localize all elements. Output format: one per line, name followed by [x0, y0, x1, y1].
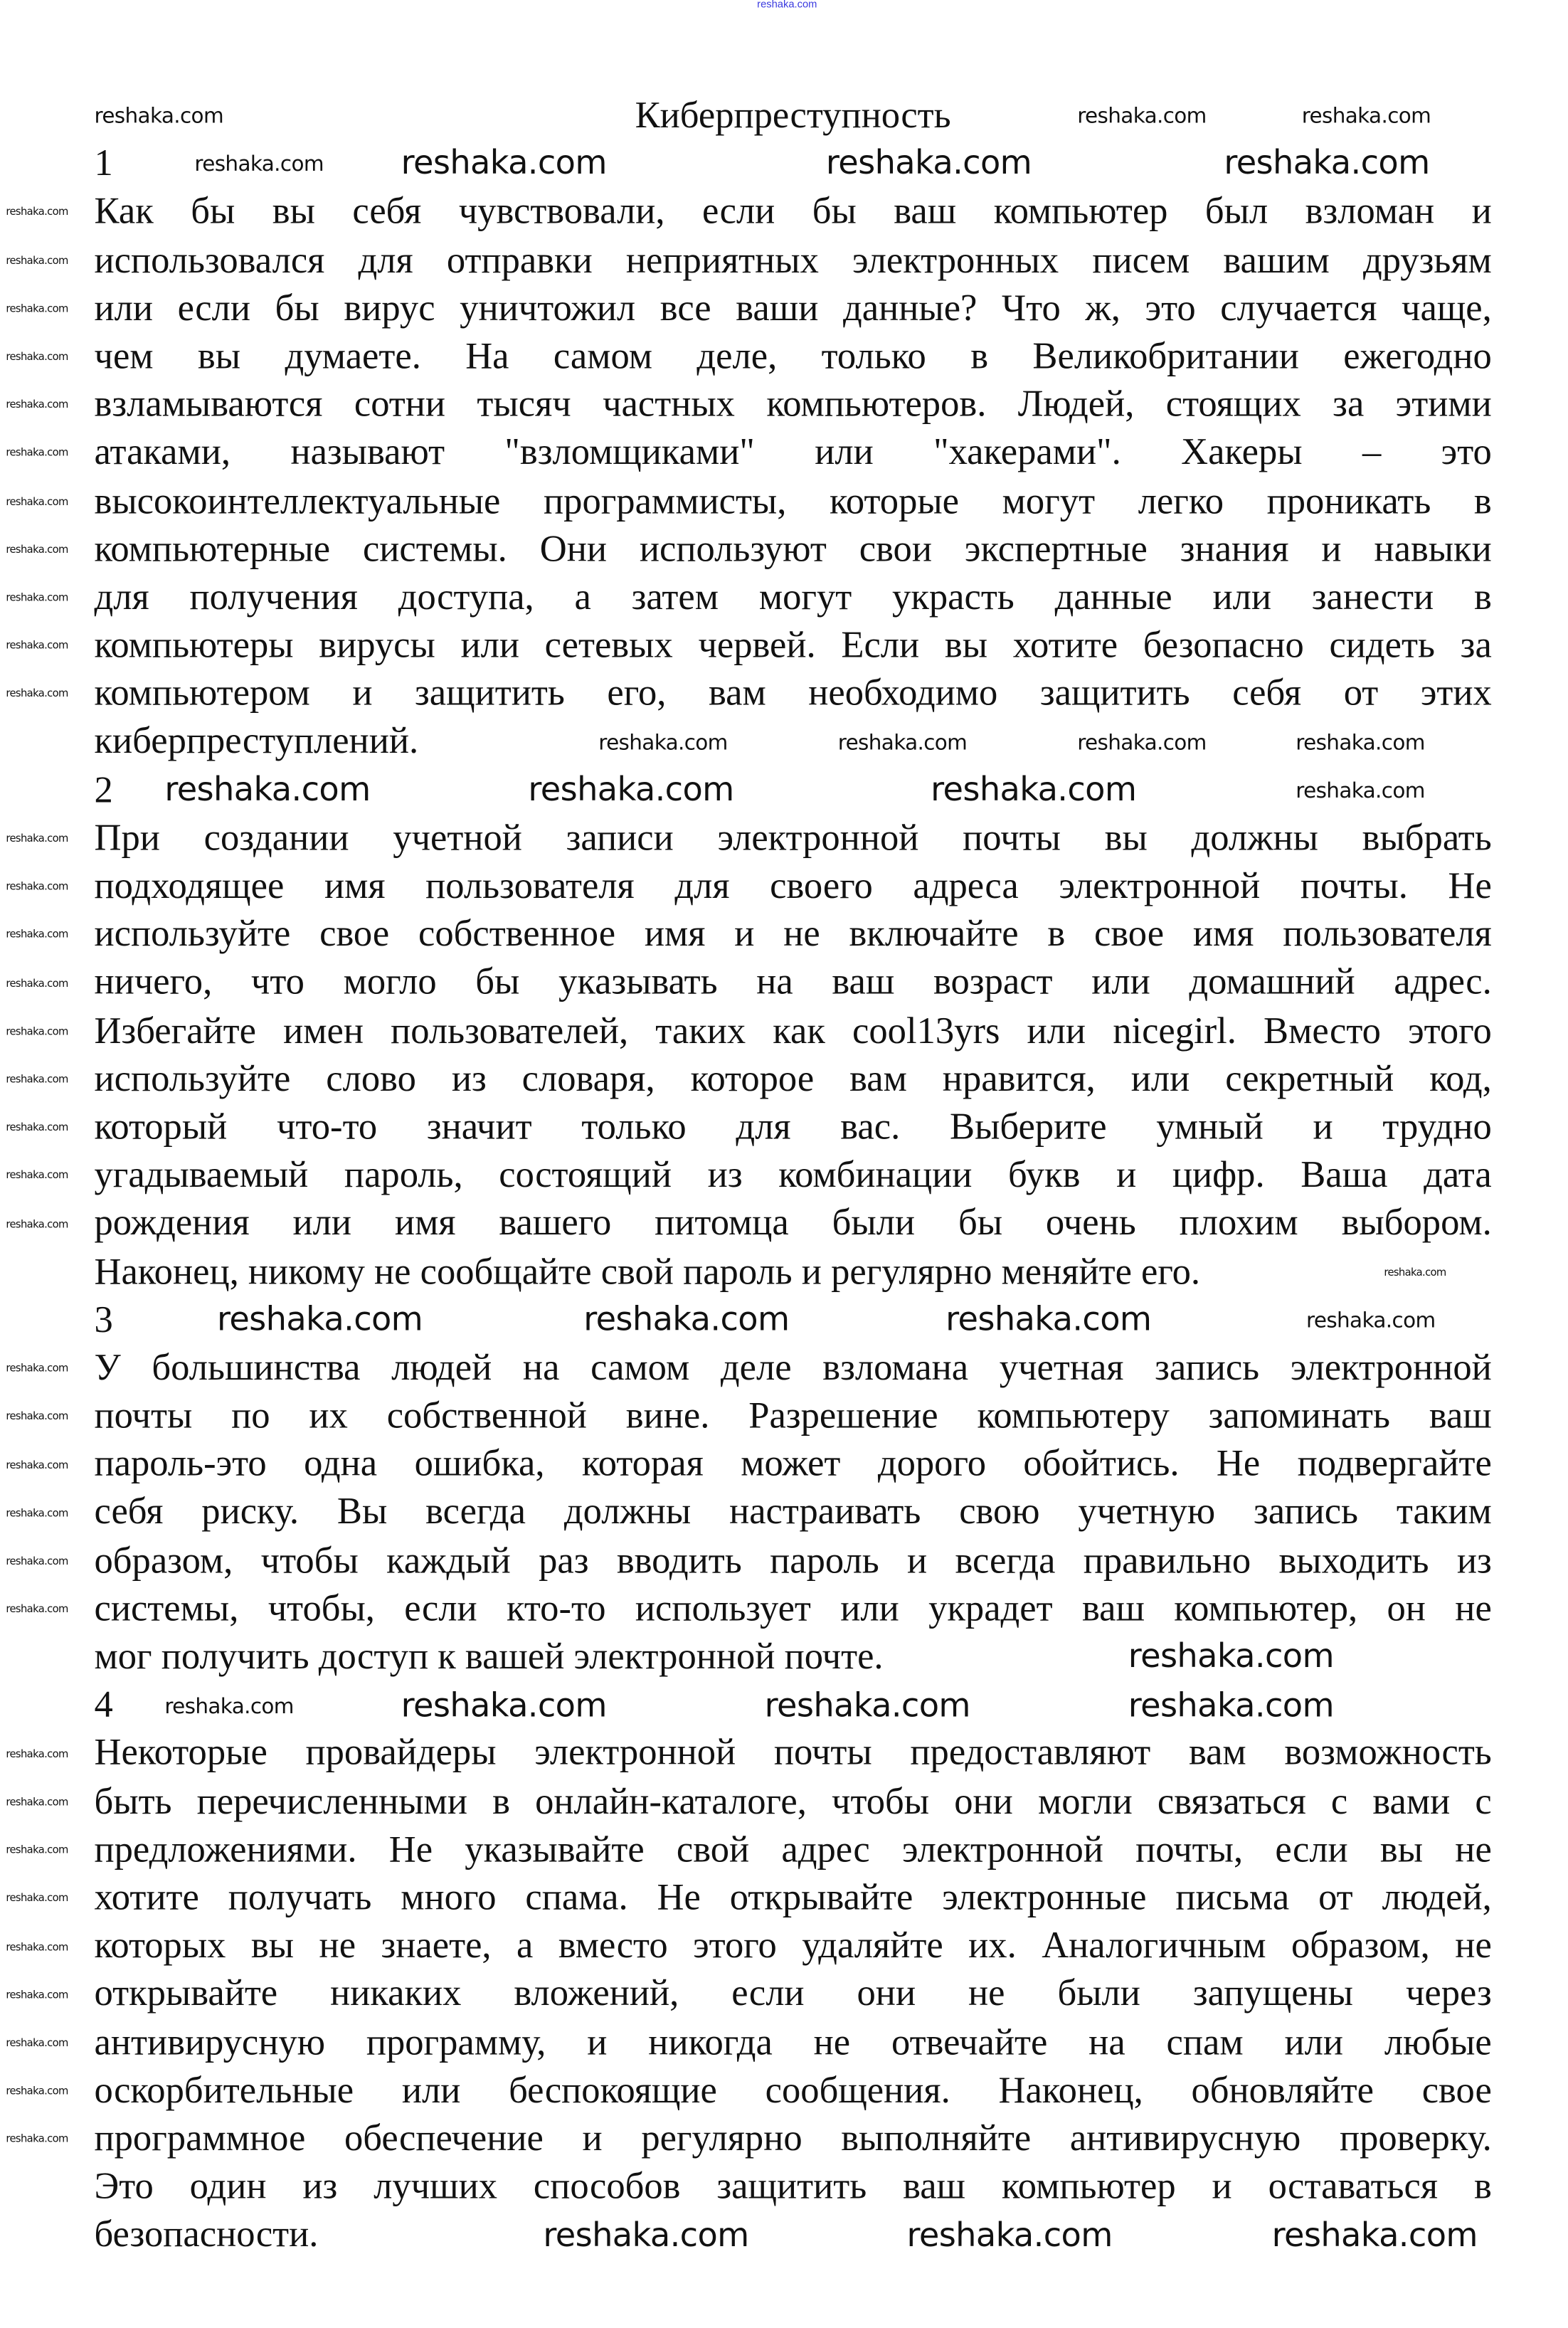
watermark: reshaka.com: [583, 1301, 790, 1340]
paragraph-line: высокоинтеллектуальные программисты, которые могут легко проникать в: [94, 481, 1492, 522]
watermark: reshaka.com: [6, 1989, 68, 2001]
section-number: 4: [94, 1685, 113, 1726]
paragraph-line: безопасности.: [94, 2215, 319, 2255]
paragraph-line: ничего, что могло бы указывать на ваш возраст или домашний адрес.: [94, 963, 1492, 1003]
watermark: reshaka.com: [6, 544, 68, 556]
watermark: reshaka.com: [6, 1507, 68, 1520]
paragraph-line: использовался для отправки неприятных электронных писем вашим друзьям: [94, 240, 1492, 281]
section-number: 2: [94, 770, 113, 811]
paragraph-line: почты по их собственной вине. Разрешение компьютеру запоминать ваш: [94, 1396, 1492, 1437]
watermark: reshaka.com: [6, 977, 68, 990]
watermark: reshaka.com: [401, 145, 607, 183]
watermark: reshaka.com: [216, 1301, 423, 1340]
watermark: reshaka.com: [6, 688, 68, 701]
paragraph-line: подходящее имя пользователя для своего адреса электронной почты. Не: [94, 866, 1492, 907]
paragraph-line: для получения доступа, а затем могут украсть данные или занести в: [94, 577, 1492, 618]
watermark: reshaka.com: [598, 731, 728, 756]
watermark: reshaka.com: [1296, 779, 1425, 803]
paragraph-line: предложениями. Не указывайте свой адрес электронной почты, если вы не: [94, 1829, 1492, 1871]
paragraph-line: или если бы вирус уничтожил все ваши данные? Что ж, это случается чаще,: [94, 288, 1492, 329]
paragraph-line: Как бы вы себя чувствовали, если бы ваш компьютер был взломан и: [94, 191, 1492, 233]
watermark: reshaka.com: [528, 771, 734, 810]
watermark: reshaka.com: [931, 771, 1137, 810]
paragraph-line: При создании учетной записи электронной почты вы должны выбрать: [94, 818, 1492, 859]
document-title: Киберпреступность: [635, 95, 951, 137]
section-3: [94, 1297, 1491, 1683]
watermark: reshaka.com: [1301, 105, 1431, 129]
section-2: [94, 767, 1491, 1297]
watermark: reshaka.com: [1077, 105, 1207, 129]
watermark: reshaka.com: [164, 771, 371, 810]
watermark: reshaka.com: [6, 1025, 68, 1038]
watermark: reshaka.com: [6, 1940, 68, 1953]
paragraph-line: Некоторые провайдеры электронной почты предоставляют вам возможность: [94, 1733, 1492, 1774]
watermark: reshaka.com: [6, 1218, 68, 1230]
watermark: reshaka.com: [6, 1844, 68, 1857]
paragraph-line: оскорбительные или беспокоящие сообщения. Наконец, обновляйте свое: [94, 2070, 1492, 2111]
watermark: reshaka.com: [6, 1603, 68, 1616]
watermark: reshaka.com: [6, 2133, 68, 2146]
watermark: reshaka.com: [6, 206, 68, 218]
paragraph-line: пароль-это одна ошибка, которая может дорого обойтись. Не подвергайте: [94, 1444, 1492, 1485]
watermark: reshaka.com: [6, 640, 68, 652]
watermark: reshaka.com: [6, 1748, 68, 1760]
paragraph-line: мог получить доступ к вашей электронной почте.: [94, 1636, 884, 1678]
watermark: reshaka.com: [6, 881, 68, 893]
paragraph-line: компьютеры вирусы или сетевых червей. Если вы хотите безопасно сидеть за: [94, 625, 1492, 667]
watermark: reshaka.com: [6, 447, 68, 460]
document-body: [94, 92, 1491, 2260]
watermark: reshaka.com: [6, 1170, 68, 1182]
watermark: reshaka.com: [6, 351, 68, 364]
watermark: reshaka.com: [945, 1301, 1152, 1340]
watermark: reshaka.com: [764, 1687, 970, 1725]
watermark: reshaka.com: [6, 591, 68, 604]
watermark: reshaka.com: [6, 398, 68, 411]
paragraph-line: чем вы думаете. На самом деле, только в Великобритании ежегодно: [94, 337, 1492, 377]
paragraph-line: взламываются сотни тысяч частных компьютеров. Людей, стоящих за этими: [94, 384, 1492, 425]
paragraph-line: используйте слово из словаря, которое вам нравится, или секретный код,: [94, 1059, 1492, 1100]
watermark: reshaka.com: [1306, 1309, 1436, 1333]
watermark: reshaka.com: [6, 2085, 68, 2097]
paragraph-line: хотите получать много спама. Не открывайте электронные письма от людей,: [94, 1878, 1492, 1919]
watermark: reshaka.com: [906, 2217, 1113, 2255]
paragraph-line: антивирусную программу, и никогда не отвечайте на спам или любые: [94, 2022, 1492, 2063]
watermark: reshaka.com: [6, 1796, 68, 1809]
watermark: reshaka.com: [6, 2037, 68, 2050]
watermark: reshaka.com: [6, 928, 68, 941]
paragraph-line: киберпреступлений.: [94, 721, 419, 763]
watermark: reshaka.com: [6, 832, 68, 845]
watermark: reshaka.com: [6, 495, 68, 508]
paragraph-line: программное обеспечение и регулярно выполняйте антивирусную проверку.: [94, 2118, 1492, 2159]
section-1: [94, 141, 1491, 767]
paragraph-line: себя риску. Вы всегда должны настраивать свою учетную запись таким: [94, 1492, 1492, 1533]
sections: [94, 141, 1491, 2260]
paragraph-line: открывайте никаких вложений, если они не были запущены через: [94, 1974, 1492, 2015]
watermark: reshaka.com: [837, 731, 968, 756]
watermark: reshaka.com: [194, 152, 324, 177]
watermark: reshaka.com: [401, 1687, 607, 1725]
watermark: reshaka.com: [6, 1073, 68, 1086]
paragraph-line: компьютерные системы. Они используют свои экспертные знания и навыки: [94, 529, 1492, 570]
watermark: reshaka.com: [6, 1459, 68, 1471]
paragraph-line: используйте свое собственное имя и не включайте в свое имя пользователя: [94, 914, 1492, 956]
paragraph-line: Наконец, никому не сообщайте свой пароль и регулярно меняйте его.: [94, 1252, 1201, 1293]
watermark: reshaka.com: [6, 1121, 68, 1134]
paragraph-line: образом, чтобы каждый раз вводить пароль и всегда правильно выходить из: [94, 1540, 1492, 1582]
watermark: reshaka.com: [1271, 2217, 1478, 2255]
watermark: reshaka.com: [1077, 731, 1207, 756]
paragraph-line: который что-то значит только для вас. Выберите умный и трудно: [94, 1107, 1492, 1148]
watermark: reshaka.com: [825, 145, 1032, 183]
watermark: reshaka.com: [1224, 145, 1430, 183]
paragraph-line: У большинства людей на самом деле взломана учетная запись электронной: [94, 1348, 1492, 1389]
watermark: reshaka.com: [164, 1694, 294, 1719]
watermark: reshaka.com: [1128, 1639, 1334, 1677]
paragraph-line: атаками, называют "взломщиками" или "хакерами". Хакеры – это: [94, 433, 1492, 474]
watermark: reshaka.com: [6, 254, 68, 267]
watermark: reshaka.com: [6, 1363, 68, 1375]
watermark: reshaka.com: [6, 1555, 68, 1567]
paragraph-line: рождения или имя вашего питомца были бы очень плохим выбором.: [94, 1203, 1492, 1244]
header-watermark: reshaka.com: [757, 0, 817, 11]
paragraph-line: компьютером и защитить его, вам необходимо защитить себя от этих: [94, 673, 1492, 714]
paragraph-line: Избегайте имен пользователей, таких как cool13yrs или nicegirl. Вместо этого: [94, 1010, 1492, 1052]
watermark: reshaka.com: [6, 302, 68, 315]
paragraph-line: быть перечисленными в онлайн-каталоге, чтобы они могли связаться с вами с: [94, 1781, 1492, 1822]
watermark: reshaka.com: [6, 1410, 68, 1423]
watermark: reshaka.com: [1128, 1687, 1334, 1725]
section-4: [94, 1682, 1491, 2260]
paragraph-line: системы, чтобы, если кто-то использует или украдет ваш компьютер, он не: [94, 1589, 1492, 1629]
watermark: reshaka.com: [1384, 1266, 1446, 1279]
watermark: reshaka.com: [94, 105, 224, 129]
paragraph-line: угадываемый пароль, состоящий из комбинации букв и цифр. Ваша дата: [94, 1155, 1492, 1196]
section-number: 3: [94, 1299, 113, 1340]
section-number: 1: [94, 144, 113, 185]
watermark: reshaka.com: [543, 2217, 749, 2255]
paragraph-line: которых вы не знаете, а вместо этого удаляйте их. Аналогичным образом, не: [94, 1925, 1492, 1967]
paragraph-line: Это один из лучших способов защитить ваш компьютер и оставаться в: [94, 2166, 1492, 2208]
watermark: reshaka.com: [6, 1893, 68, 1905]
watermark: reshaka.com: [1296, 731, 1425, 756]
